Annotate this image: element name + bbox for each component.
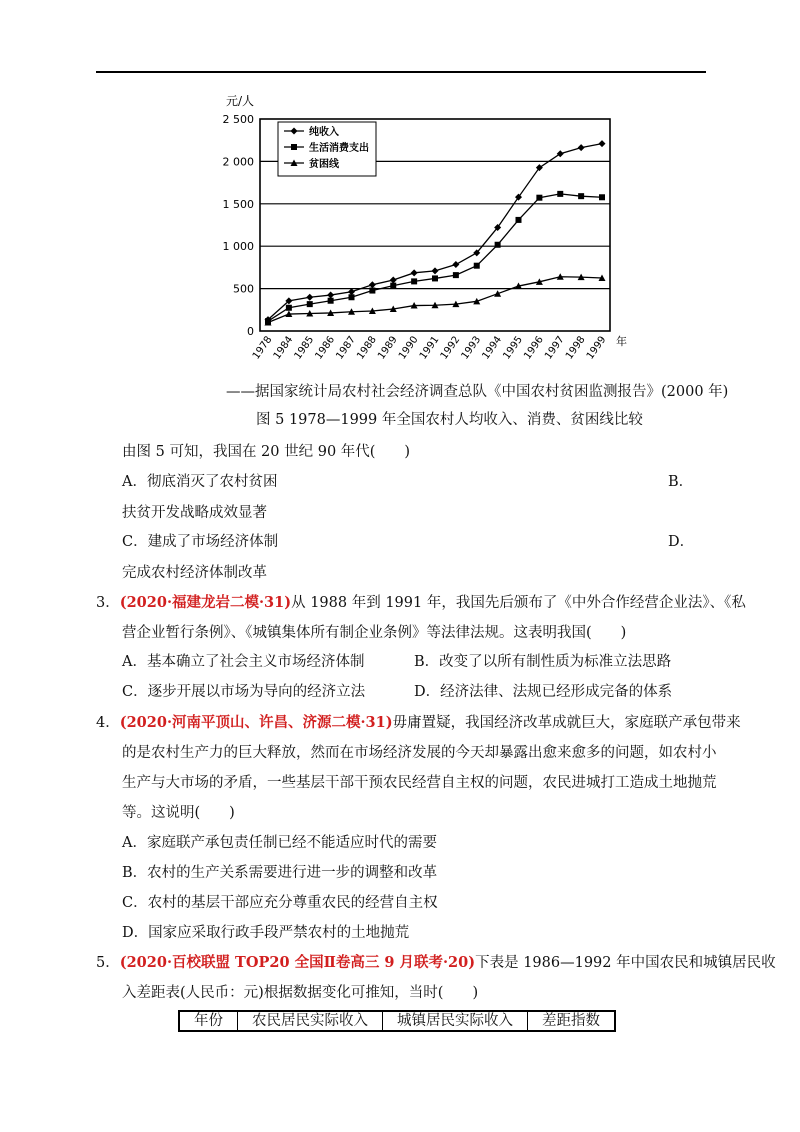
data-point-diamond (327, 292, 334, 299)
data-point-square (432, 275, 438, 281)
data-point-diamond (578, 144, 585, 151)
series-line-3 (268, 277, 602, 323)
q4-option-b: B．农村的生产关系需要进行进一步的调整和改革 (122, 865, 438, 881)
x-tick-label: 1993 (459, 334, 484, 362)
data-point-square (411, 278, 417, 284)
q2-option-a: A．彻底消灭了农村贫困 (122, 474, 278, 490)
y-tick-label: 2 000 (222, 155, 254, 169)
legend-label: 纯收入 (309, 127, 339, 138)
x-axis-unit: 年 (616, 335, 627, 348)
data-point-diamond (369, 281, 376, 288)
q2-option-b-label: B． (668, 474, 694, 490)
table-header-cell: 年份 (179, 1011, 238, 1031)
figure-caption: 图 5 1978—1999 年全国农村人均收入、消费、贫困线比较 (256, 412, 643, 428)
data-point-square (328, 298, 334, 304)
q5-line2: 入差距表(人民币：元)根据数据变化可推知，当时( ) (122, 985, 479, 1001)
q4-line2: 的是农村生产力的巨大释放，然而在市场经济发展的今天却暴露出愈来愈多的问题，如农村小 (122, 745, 717, 761)
x-tick-label: 1996 (522, 334, 546, 362)
data-point-square (307, 301, 313, 307)
q2-option-d: 完成农村经济体制改革 (122, 565, 267, 581)
data-point-diamond (432, 267, 439, 274)
q3-source-tag: (2020·福建龙岩二模·31) (119, 594, 292, 611)
q4-option-a: A．家庭联产承包责任制已经不能适应时代的需要 (122, 835, 437, 851)
q3-line2: 营企业暂行条例》、《城镇集体所有制企业条例》等法律法规。这表明我国( ) (122, 625, 627, 641)
table-header-cell: 农民居民实际收入 (238, 1011, 383, 1031)
data-point-square (536, 195, 542, 201)
y-axis-label: 元/人 (226, 94, 255, 108)
x-tick-label: 1992 (438, 334, 463, 362)
data-point-diamond (348, 288, 355, 295)
q2-option-b: 扶贫开发战略成效显著 (122, 505, 267, 521)
x-tick-label: 1978 (250, 334, 275, 362)
data-point-square (349, 294, 355, 300)
q3-line1: 3．(2020·福建龙岩二模·31)从 1988 年到 1991 年，我国先后颁布了《中外合作经营企业法》、《私 (96, 594, 746, 611)
data-point-square (578, 193, 584, 199)
x-tick-label: 1994 (480, 334, 505, 362)
q3-option-a: A．基本确立了社会主义市场经济体制 (122, 654, 365, 670)
legend-label: 贫困线 (309, 159, 339, 170)
table-header-row (179, 1011, 615, 1031)
data-point-square (390, 283, 396, 289)
table-header-cell: 城镇居民实际收入 (383, 1011, 528, 1031)
q5-table (178, 1010, 616, 1032)
data-point-diamond (411, 269, 418, 276)
q4-line3: 生产与大市场的矛盾，一些基层干部干预农民经营自主权的问题，农民进城打工造成土地抛荒 (122, 775, 717, 791)
data-point-square (557, 191, 563, 197)
q3-option-c: C．逐步开展以市场为导向的经济立法 (122, 684, 366, 700)
q4-line1: 4．(2020·河南平顶山、许昌、济源二模·31)毋庸置疑，我国经济改革成就巨大，家庭联产承包带来 (96, 714, 741, 731)
data-point-diamond (557, 150, 564, 157)
x-tick-label: 1988 (355, 334, 379, 362)
data-point-square (599, 194, 605, 200)
q4-source-tag: (2020·河南平顶山、许昌、济源二模·31) (119, 714, 393, 731)
q4-line4: 等。这说明( ) (122, 805, 235, 821)
data-point-square (495, 242, 501, 248)
data-point-diamond (599, 140, 606, 147)
q5-line1: 5．(2020·百校联盟 TOP20 全国Ⅱ卷高三 9 月联考·20)下表是 1986—1992 年中国农民和城镇居民收 (96, 954, 776, 971)
data-point-diamond (306, 294, 313, 301)
data-point-square (516, 217, 522, 223)
q3-option-b: B．改变了以所有制性质为标准立法思路 (414, 654, 672, 670)
data-point-square (453, 272, 459, 278)
x-tick-label: 1990 (396, 334, 421, 362)
x-tick-label: 1987 (334, 334, 358, 362)
header-rule (96, 71, 706, 73)
x-tick-label: 1986 (313, 334, 338, 362)
q4-option-d: D．国家应采取行政手段严禁农村的土地抛荒 (122, 925, 410, 941)
y-tick-label: 0 (247, 325, 254, 338)
y-tick-label: 500 (233, 282, 254, 296)
data-point-diamond (390, 276, 397, 283)
x-tick-label: 1999 (584, 334, 609, 362)
data-point-square (474, 263, 480, 269)
x-tick-label: 1995 (501, 334, 525, 362)
q2-option-c: C．建成了市场经济体制 (122, 534, 279, 550)
legend-label: 生活消费支出 (309, 143, 369, 154)
y-tick-label: 2 500 (222, 113, 254, 126)
q5-source-tag: (2020·百校联盟 TOP20 全国Ⅱ卷高三 9 月联考·20) (119, 954, 476, 971)
q4-option-c: C．农村的基层干部应充分尊重农民的经营自主权 (122, 895, 438, 911)
legend-marker (291, 144, 297, 150)
data-point-square (286, 305, 292, 311)
x-tick-label: 1989 (376, 334, 400, 362)
y-tick-label: 1 500 (222, 197, 254, 211)
x-tick-label: 1998 (563, 334, 588, 362)
q3-option-d: D．经济法律、法规已经形成完备的体系 (414, 684, 673, 700)
data-point-square (369, 288, 375, 294)
chart-source: ——据国家统计局农村社会经济调查总队《中国农村贫困监测报告》(2000 年) (226, 384, 729, 400)
q2-option-d-label: D． (668, 534, 695, 550)
income-chart (212, 88, 632, 366)
q2-stem: 由图 5 可知，我国在 20 世纪 90 年代( ) (122, 444, 411, 460)
y-tick-label: 1 000 (222, 240, 254, 254)
x-tick-label: 1985 (292, 334, 317, 362)
x-tick-label: 1997 (543, 334, 567, 362)
table-header-cell: 差距指数 (528, 1011, 616, 1031)
data-point-diamond (452, 261, 459, 268)
x-tick-label: 1991 (417, 334, 442, 362)
x-tick-label: 1984 (271, 334, 296, 362)
